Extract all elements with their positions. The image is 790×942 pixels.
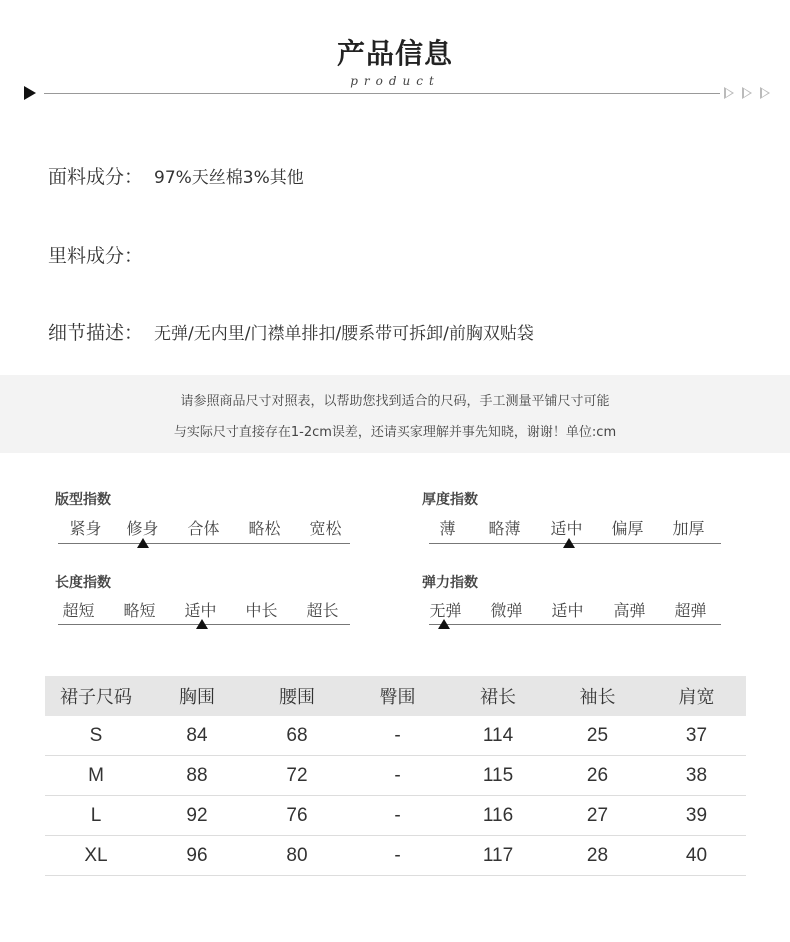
arrow-right-icon bbox=[724, 87, 734, 99]
scale-title: 版型指数 bbox=[55, 492, 111, 508]
scale-option: 略松 bbox=[248, 519, 281, 538]
column-header: 裙长 bbox=[448, 676, 548, 716]
scale-marker-icon bbox=[438, 619, 450, 629]
table-cell: 28 bbox=[548, 836, 647, 876]
thickness-scale bbox=[422, 489, 722, 549]
header-divider bbox=[44, 93, 720, 94]
scale-option: 无弹 bbox=[429, 601, 462, 620]
table-cell: 68 bbox=[247, 716, 347, 756]
scale-option: 超弹 bbox=[674, 601, 707, 620]
table-cell: - bbox=[347, 836, 448, 876]
table-cell: 114 bbox=[448, 716, 548, 756]
scale-option: 修身 bbox=[126, 519, 159, 538]
size-notice bbox=[0, 375, 790, 453]
table-cell: 80 bbox=[247, 836, 347, 876]
scale-option: 略薄 bbox=[488, 519, 521, 538]
scale-option: 微弹 bbox=[490, 601, 523, 620]
scale-option: 紧身 bbox=[69, 519, 102, 538]
scale-option: 略短 bbox=[123, 601, 156, 620]
detail-value: 无弹/无内里/门襟单排扣/腰系带可拆卸/前胸双贴袋 bbox=[154, 324, 534, 344]
scale-option: 适中 bbox=[551, 601, 584, 620]
table-cell: S bbox=[45, 716, 147, 756]
fit-scale bbox=[55, 489, 355, 549]
table-header-row bbox=[45, 676, 746, 716]
column-header: 肩宽 bbox=[647, 676, 746, 716]
scale-line bbox=[58, 543, 350, 544]
page-subtitle: product bbox=[350, 74, 440, 88]
table-cell: M bbox=[45, 756, 147, 796]
table-cell: 115 bbox=[448, 756, 548, 796]
table-cell: 117 bbox=[448, 836, 548, 876]
fabric-value: 97%天丝棉3%其他 bbox=[154, 168, 304, 188]
table-cell: 25 bbox=[548, 716, 647, 756]
scale-option: 薄 bbox=[439, 519, 456, 538]
table-row bbox=[45, 716, 746, 756]
table-row bbox=[45, 836, 746, 876]
scale-option: 合体 bbox=[187, 519, 220, 538]
arrow-right-icon bbox=[742, 87, 752, 99]
table-row bbox=[45, 796, 746, 836]
scale-option: 中长 bbox=[245, 601, 278, 620]
scale-option: 高弹 bbox=[613, 601, 646, 620]
table-cell: - bbox=[347, 756, 448, 796]
column-header: 臀围 bbox=[347, 676, 448, 716]
arrow-right-icon bbox=[760, 87, 770, 99]
scale-marker-icon bbox=[563, 538, 575, 548]
scale-option: 适中 bbox=[184, 601, 217, 620]
scale-marker-icon bbox=[196, 619, 208, 629]
scale-line bbox=[429, 624, 721, 625]
table-cell: - bbox=[347, 796, 448, 836]
column-header: 胸围 bbox=[147, 676, 247, 716]
table-row bbox=[45, 756, 746, 796]
table-cell: 39 bbox=[647, 796, 746, 836]
table-cell: 92 bbox=[147, 796, 247, 836]
scale-option: 超短 bbox=[62, 601, 95, 620]
table-cell: 88 bbox=[147, 756, 247, 796]
table-cell: L bbox=[45, 796, 147, 836]
scale-line bbox=[429, 543, 721, 544]
table-cell: 84 bbox=[147, 716, 247, 756]
detail-label: 细节描述： bbox=[48, 322, 144, 344]
table-cell: 116 bbox=[448, 796, 548, 836]
scale-marker-icon bbox=[137, 538, 149, 548]
notice-line-1: 请参照商品尺寸对照表，以帮助您找到适合的尺码，手工测量平铺尺寸可能 bbox=[180, 394, 610, 409]
notice-line-2: 与实际尺寸直接存在1-2cm误差，还请买家理解并事先知晓，谢谢！单位:cm bbox=[173, 425, 617, 440]
page-title: 产品信息 bbox=[336, 37, 453, 70]
scale-title: 厚度指数 bbox=[422, 492, 478, 508]
scale-option: 加厚 bbox=[672, 519, 705, 538]
fabric-label: 面料成分： bbox=[48, 166, 144, 188]
lining-label: 里料成分： bbox=[48, 245, 144, 267]
table-cell: 27 bbox=[548, 796, 647, 836]
table-cell: - bbox=[347, 716, 448, 756]
table-cell: 26 bbox=[548, 756, 647, 796]
play-arrow-icon bbox=[24, 86, 36, 100]
table-cell: 37 bbox=[647, 716, 746, 756]
column-header: 裙子尺码 bbox=[45, 676, 147, 716]
table-cell: 72 bbox=[247, 756, 347, 796]
elasticity-scale bbox=[422, 572, 722, 632]
column-header: 袖长 bbox=[548, 676, 647, 716]
table-cell: 76 bbox=[247, 796, 347, 836]
scale-option: 偏厚 bbox=[611, 519, 644, 538]
table-cell: 38 bbox=[647, 756, 746, 796]
table-cell: 96 bbox=[147, 836, 247, 876]
scale-title: 长度指数 bbox=[55, 575, 111, 591]
table-cell: XL bbox=[45, 836, 147, 876]
length-scale bbox=[55, 572, 355, 632]
scale-title: 弹力指数 bbox=[422, 575, 478, 591]
scale-option: 适中 bbox=[550, 519, 583, 538]
scale-option: 超长 bbox=[306, 601, 339, 620]
scale-option: 宽松 bbox=[309, 519, 342, 538]
column-header: 腰围 bbox=[247, 676, 347, 716]
table-cell: 40 bbox=[647, 836, 746, 876]
size-table bbox=[45, 676, 746, 876]
